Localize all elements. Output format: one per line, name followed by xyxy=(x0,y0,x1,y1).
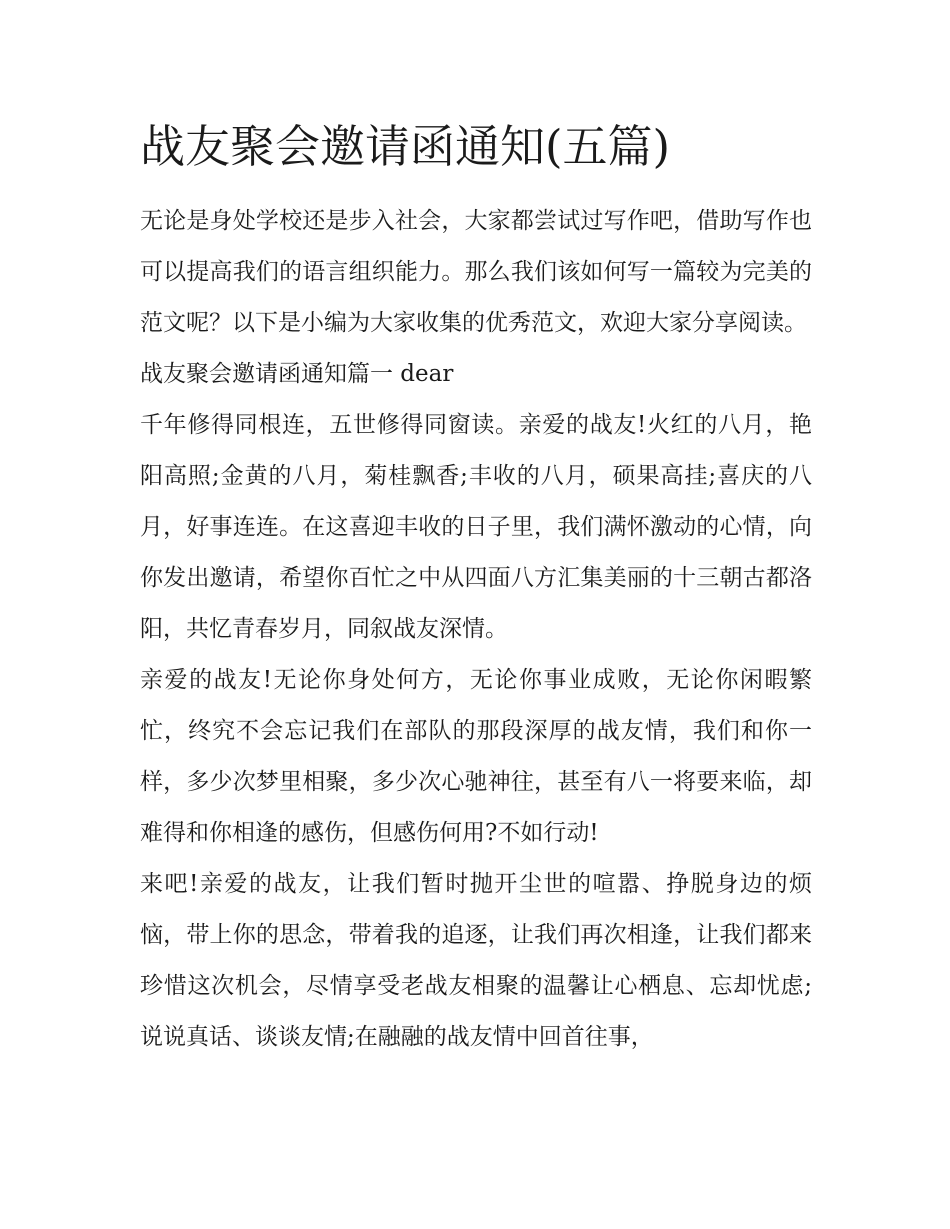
document-page xyxy=(140,112,812,1063)
document-title: 战友聚会邀请函通知(五篇) xyxy=(140,120,671,173)
intro-paragraph: 无论是身处学校还是步入社会，大家都尝试过写作吧，借助写作也可以提高我们的语言组织能力。那么我们该如何写一篇较为完美的范文呢？以下是小编为大家收集的优秀范文，欢迎大家分享阅读。 xyxy=(140,208,812,336)
section-heading: 战友聚会邀请函通知篇一 dear xyxy=(140,361,454,387)
body-paragraph: 来吧!亲爱的战友，让我们暂时抛开尘世的喧嚣、挣脱身边的烦恼，带上你的思念，带着我的追逐，让我们再次相逢，让我们都来珍惜这次机会，尽情享受老战友相聚的温馨让心栖息、忘却忧虑;说说真话、谈谈友情;在融融的战友情中回首往事， xyxy=(140,871,812,1050)
body-paragraph: 千年修得同根连，五世修得同窗读。亲爱的战友!火红的八月，艳阳高照;金黄的八月，菊桂飘香;丰收的八月，硕果高挂;喜庆的八月，好事连连。在这喜迎丰收的日子里，我们满怀激动的心情，向你发出邀请，希望你百忙之中从四面八方汇集美丽的十三朝古都洛阳，共忆青春岁月，同叙战友深情。 xyxy=(140,412,812,642)
body-paragraph: 亲爱的战友!无论你身处何方，无论你事业成败，无论你闲暇繁忙，终究不会忘记我们在部队的那段深厚的战友情，我们和你一样，多少次梦里相聚，多少次心驰神往，甚至有八一将要来临，却难得和你相逢的感伤，但感伤何用?不如行动! xyxy=(140,667,812,846)
